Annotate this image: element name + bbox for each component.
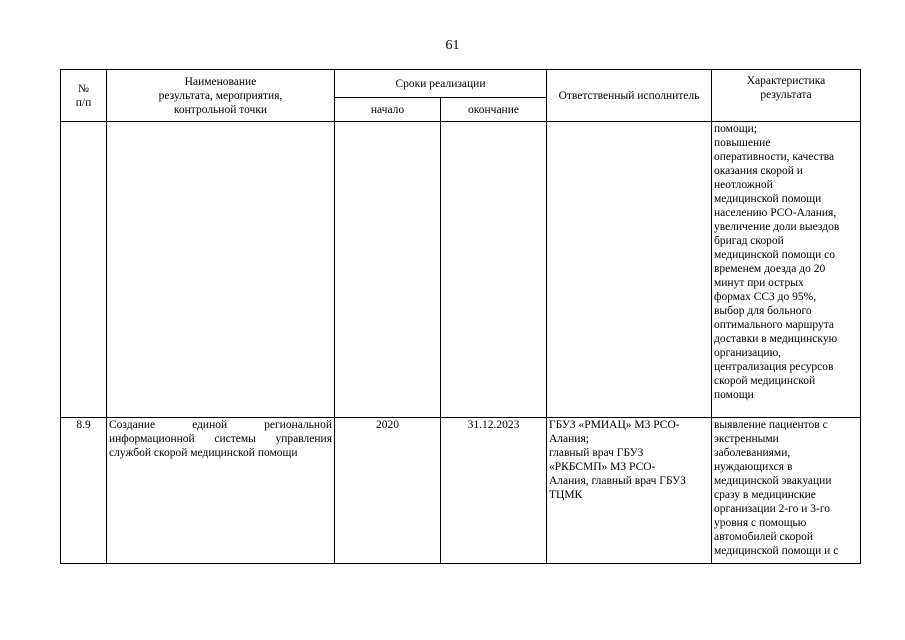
table-row xyxy=(61,418,861,564)
cell-start xyxy=(335,122,441,418)
page-number: 61 xyxy=(445,38,460,53)
header-end: окончание xyxy=(441,98,547,122)
cell-name: Создание единой региональной информационной системы управления службой скорой медицинской помощи xyxy=(107,418,335,564)
header-characteristic: Характеристика результата xyxy=(712,70,861,122)
header-name: Наименование результата, мероприятия, контрольной точки xyxy=(107,70,335,122)
cell-end: 31.12.2023 xyxy=(441,418,547,564)
header-responsible: Ответственный исполнитель xyxy=(547,70,712,122)
cell-characteristic: выявление пациентов с экстренными заболеваниями, нуждающихся в медицинской эвакуации сразу в медицинские организации 2-го и 3-го уровня с помощью автомобилей скорой медицинской помощи и с xyxy=(712,418,861,564)
cell-responsible xyxy=(547,122,712,418)
table-header-row xyxy=(61,70,861,98)
cell-number: 8.9 xyxy=(61,418,107,564)
cell-number xyxy=(61,122,107,418)
measures-table xyxy=(60,69,861,564)
header-number: № п/п xyxy=(61,70,107,122)
cell-start: 2020 xyxy=(335,418,441,564)
header-deadlines: Сроки реализации xyxy=(335,70,547,98)
table-row xyxy=(61,122,861,418)
cell-characteristic: помощи; повышение оперативности, качества оказания скорой и неотложной медицинской помощи населению РСО-Алания, увеличение доли выездов бригад скорой медицинской помощи со временем доезда до 20 минут при острых формах ССЗ до 95%, выбор для больного оптимального маршрута доставки в медицинскую организацию, централизация ресурсов скорой медицинской помощи xyxy=(712,122,861,418)
header-start: начало xyxy=(335,98,441,122)
cell-end xyxy=(441,122,547,418)
cell-responsible: ГБУЗ «РМИАЦ» МЗ РСО- Алания; главный врач ГБУЗ «РКБСМП» МЗ РСО- Алания, главный врач ГБУЗ ТЦМК xyxy=(547,418,712,564)
cell-name xyxy=(107,122,335,418)
